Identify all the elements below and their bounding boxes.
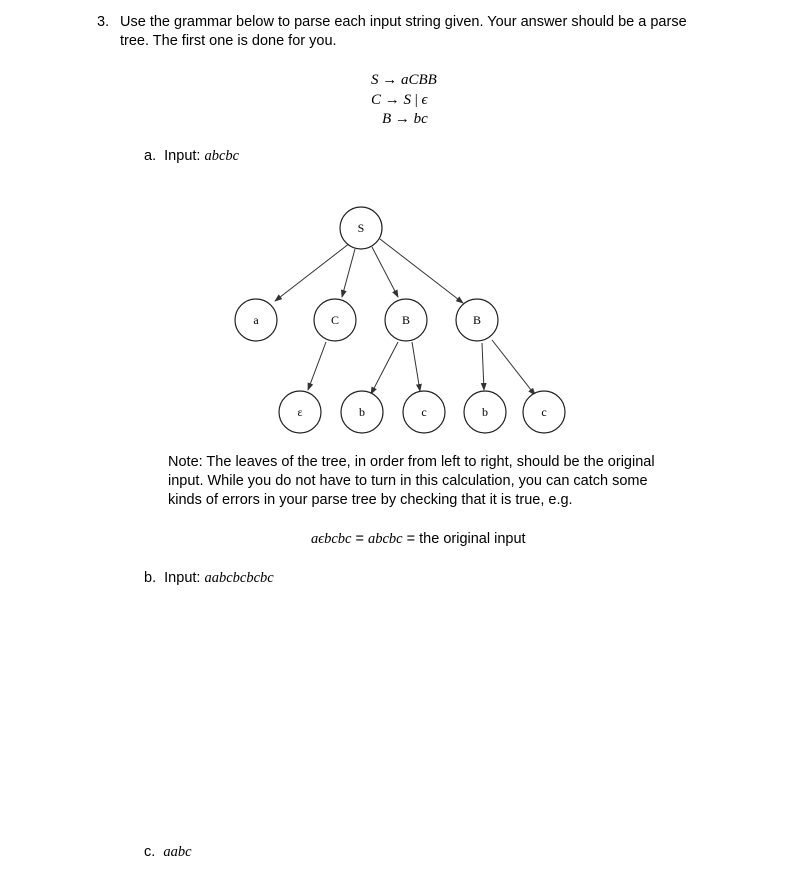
equation-lhs: aϵbcbc [311, 531, 352, 547]
tree-node-b-leaf1 [341, 391, 383, 433]
tree-node-c-leaf2 [523, 391, 565, 433]
equation-mid: abcbc [368, 531, 403, 547]
node-label-c-leaf1: c [421, 405, 427, 419]
part-c-input: aabc [163, 844, 192, 860]
edge-b2-c [492, 340, 535, 395]
node-label-root: S [357, 221, 365, 235]
note-line2: input. While you do not have to turn in this calculation, you can catch some [168, 473, 648, 489]
tree-node-b-leaf2 [464, 391, 506, 433]
node-label-epsilon: ε [297, 405, 303, 419]
edge-s-b1 [372, 247, 398, 297]
node-label-c: C [330, 313, 340, 327]
tree-node-c [314, 299, 356, 341]
rule-2-separator: | [414, 92, 418, 108]
part-b [144, 569, 274, 588]
rule-3-lhs: B [382, 111, 392, 127]
question-text-line1: Use the grammar below to parse each input string given. Your answer should be a parse [120, 14, 687, 30]
edge-s-c [342, 249, 355, 297]
node-label-a: a [253, 313, 259, 327]
node-label-b-leaf1: b [359, 405, 365, 419]
rule-2-lhs: C [371, 92, 382, 108]
rule-1-lhs: S [371, 72, 379, 88]
edge-s-b2 [380, 239, 463, 303]
question-number: 3. [97, 14, 110, 30]
tree-node-b2 [456, 299, 498, 341]
equation-rhs: the original input [419, 531, 526, 547]
node-label-b-leaf2: b [482, 405, 488, 419]
edge-c-eps [308, 342, 326, 390]
part-b-marker: b. [144, 570, 157, 586]
node-label-b2: B [472, 313, 482, 327]
node-label-b1: B [401, 313, 411, 327]
part-b-label: Input: [164, 570, 205, 586]
part-a-input: abcbc [204, 148, 240, 164]
part-a-label: Input: [164, 148, 205, 164]
tree-node-c-leaf1 [403, 391, 445, 433]
note-equation [311, 530, 526, 549]
part-c-marker: c. [144, 844, 156, 860]
question-text-line2: tree. The first one is done for you. [120, 33, 337, 49]
rule-3-arrow: → [394, 111, 410, 127]
tree-node-epsilon [279, 391, 321, 433]
equation-equals-2: = [406, 531, 416, 547]
rule-2-alt: ϵ [421, 92, 428, 108]
rule-3-rhs: bc [413, 111, 428, 127]
rule-1-rhs: aCBB [401, 72, 437, 88]
edge-s-a [275, 243, 350, 301]
equation-equals-1: = [355, 531, 364, 547]
note-line1: Note: The leaves of the tree, in order from left to right, should be the original [168, 454, 655, 470]
note-line3: kinds of errors in your parse tree by checking that it is true, e.g. [168, 492, 573, 508]
part-a-marker: a. [144, 148, 157, 164]
part-c [144, 843, 192, 862]
rule-2-rhs: S [403, 92, 412, 108]
rule-2-arrow: → [384, 92, 400, 108]
node-label-c-leaf2: c [541, 405, 547, 419]
rule-1-arrow: → [382, 72, 398, 88]
part-b-input: aabcbcbcbc [204, 570, 274, 586]
edge-b1-b [371, 342, 398, 394]
tree-node-a [235, 299, 277, 341]
edge-b1-c [412, 342, 420, 391]
tree-node-root [340, 207, 382, 249]
edge-b2-b [482, 343, 484, 390]
tree-node-b1 [385, 299, 427, 341]
